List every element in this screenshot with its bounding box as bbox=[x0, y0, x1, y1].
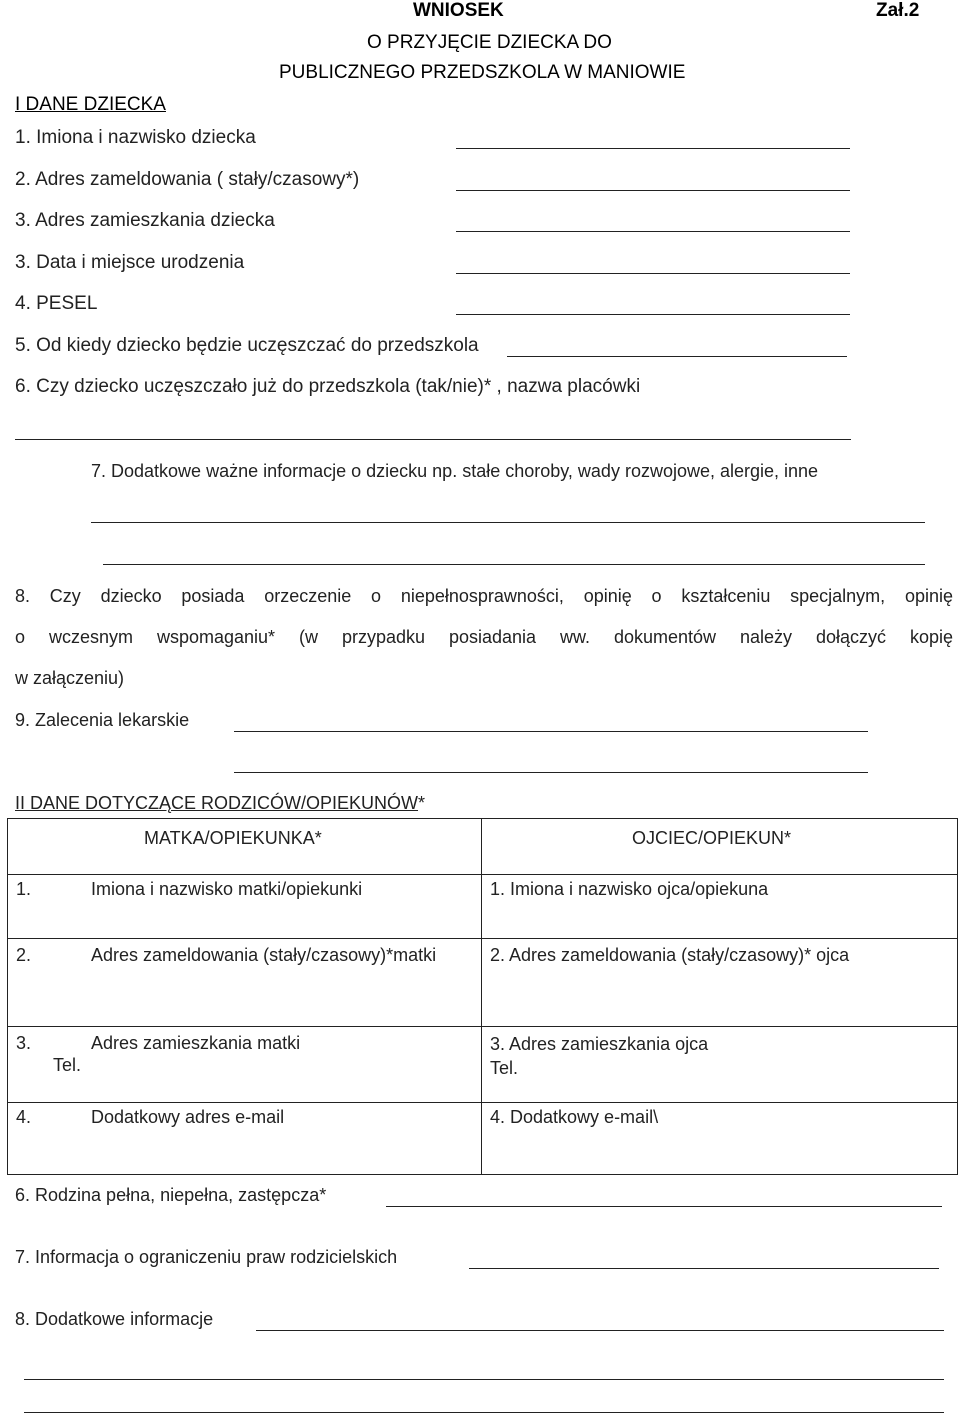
mother-email-num: 4. bbox=[16, 1107, 32, 1127]
field-line-birth-date-place[interactable] bbox=[456, 273, 850, 274]
mother-header-cell bbox=[8, 819, 482, 875]
section-parents-heading-text: II DANE DOTYCZĄCE RODZICÓW/OPIEKUNÓW bbox=[15, 793, 419, 813]
mother-registered-label: Adres zameldowania (stały/czasowy)*matki bbox=[91, 945, 437, 965]
field-line-medical-recommendations-2[interactable] bbox=[234, 772, 868, 773]
field-line-additional-info-1[interactable] bbox=[91, 522, 925, 523]
field-line-previous-preschool[interactable] bbox=[15, 439, 851, 440]
field-label-registered-address: 2. Adres zameldowania ( stały/czasowy*) bbox=[15, 169, 360, 190]
field-line-parental-rights[interactable] bbox=[469, 1268, 939, 1269]
field-label-birth-date-place: 3. Data i miejsce urodzenia bbox=[15, 252, 245, 273]
field-line-additional-information-2[interactable] bbox=[24, 1379, 944, 1380]
mother-residence-label: Adres zamieszkania matki bbox=[91, 1033, 301, 1053]
section-child-heading: I DANE DZIECKA bbox=[15, 94, 166, 115]
father-email-label: 4. Dodatkowy e-mail\ bbox=[490, 1107, 659, 1127]
field-line-pesel[interactable] bbox=[456, 314, 850, 315]
mother-residence-cell[interactable] bbox=[8, 1027, 482, 1103]
field-label-pesel: 4. PESEL bbox=[15, 293, 98, 314]
field-line-medical-recommendations-1[interactable] bbox=[234, 731, 868, 732]
mother-email-cell[interactable] bbox=[8, 1103, 482, 1175]
father-name-cell[interactable] bbox=[482, 875, 958, 939]
section-parents-heading bbox=[15, 792, 425, 814]
field-label-certificate-line2: o wczesnym wspomaganiu* (w przypadku posiadania ww. dokumentów należy dołączyć kopię bbox=[15, 627, 953, 647]
father-phone-label: Tel. bbox=[490, 1058, 519, 1078]
field-line-child-name[interactable] bbox=[456, 148, 850, 149]
field-label-parental-rights: 7. Informacja o ograniczeniu praw rodzicielskich bbox=[15, 1247, 398, 1267]
field-label-child-name: 1. Imiona i nazwisko dziecka bbox=[15, 127, 256, 148]
mother-name-label: Imiona i nazwisko matki/opiekunki bbox=[91, 879, 363, 899]
annex-label: Zał.2 bbox=[876, 0, 920, 21]
document-title: WNIOSEK bbox=[413, 0, 504, 21]
field-label-additional-info: 7. Dodatkowe ważne informacje o dziecku np. stałe choroby, wady rozwojowe, alergie, inne bbox=[91, 461, 819, 481]
field-label-medical-recommendations: 9. Zalecenia lekarskie bbox=[15, 710, 190, 730]
field-label-additional-information: 8. Dodatkowe informacje bbox=[15, 1309, 214, 1329]
parents-table bbox=[7, 818, 958, 1175]
field-line-residence-address[interactable] bbox=[456, 231, 850, 232]
mother-residence-num: 3. bbox=[16, 1033, 32, 1053]
field-label-family-type: 6. Rodzina pełna, niepełna, zastępcza* bbox=[15, 1185, 327, 1205]
mother-registered-num: 2. bbox=[16, 945, 32, 965]
field-label-residence-address: 3. Adres zamieszkania dziecka bbox=[15, 210, 275, 231]
father-email-cell[interactable] bbox=[482, 1103, 958, 1175]
field-line-family-type[interactable] bbox=[386, 1206, 942, 1207]
section-parents-heading-asterisk: * bbox=[418, 793, 426, 813]
field-label-start-date: 5. Od kiedy dziecko będzie uczęszczać do przedszkola bbox=[15, 335, 479, 356]
father-name-label: 1. Imiona i nazwisko ojca/opiekuna bbox=[490, 879, 769, 899]
field-line-additional-information-1[interactable] bbox=[256, 1330, 944, 1331]
mother-registered-cell[interactable] bbox=[8, 939, 482, 1027]
father-registered-cell[interactable] bbox=[482, 939, 958, 1027]
field-line-additional-information-3[interactable] bbox=[24, 1412, 944, 1413]
father-registered-label: 2. Adres zameldowania (stały/czasowy)* ojca bbox=[490, 945, 850, 965]
mother-name-cell[interactable] bbox=[8, 875, 482, 939]
field-line-registered-address[interactable] bbox=[456, 190, 850, 191]
father-residence-label: 3. Adres zamieszkania ojca bbox=[490, 1034, 709, 1054]
mother-phone-label: Tel. bbox=[53, 1055, 82, 1075]
father-residence-cell[interactable] bbox=[482, 1027, 958, 1103]
field-line-additional-info-2[interactable] bbox=[103, 564, 925, 565]
field-label-previous-preschool: 6. Czy dziecko uczęszczało już do przedszkola (tak/nie)* , nazwa placówki bbox=[15, 376, 641, 397]
field-line-start-date[interactable] bbox=[507, 356, 847, 357]
field-label-certificate-line1: 8. Czy dziecko posiada orzeczenie o niepełnosprawności, opinię o kształceniu specjalnym, opinię bbox=[15, 586, 953, 606]
document-subtitle-2: PUBLICZNEGO PRZEDSZKOLA W MANIOWIE bbox=[279, 62, 686, 83]
field-label-certificate-line3: w załączeniu) bbox=[15, 668, 125, 688]
document-subtitle-1: O PRZYJĘCIE DZIECKA DO bbox=[367, 32, 612, 53]
father-header-cell bbox=[482, 819, 958, 875]
mother-header: MATKA/OPIEKUNKA* bbox=[144, 828, 322, 848]
mother-email-label: Dodatkowy adres e-mail bbox=[91, 1107, 285, 1127]
mother-name-num: 1. bbox=[16, 879, 32, 899]
father-header: OJCIEC/OPIEKUN* bbox=[632, 828, 792, 848]
